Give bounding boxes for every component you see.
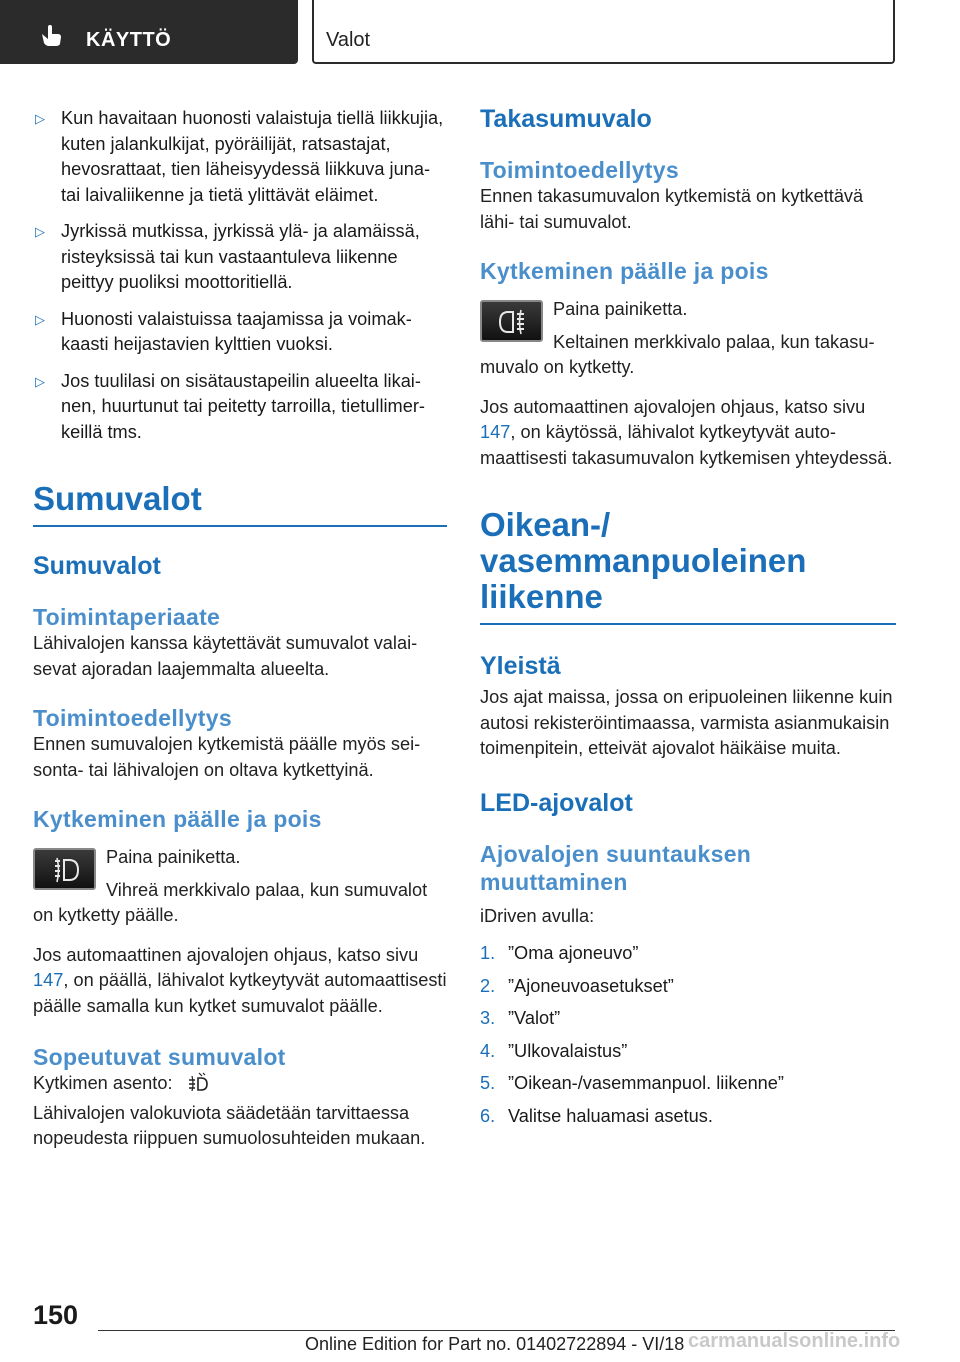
- section-title: KÄYTTÖ: [86, 29, 172, 51]
- edition-text: Online Edition for Part no. 01402722894 - VI/18: [305, 1334, 685, 1354]
- triangle-bullet-icon: ▷: [35, 373, 45, 389]
- adjust-heading: Ajovalojen suuntauksen muuttaminen: [480, 840, 752, 895]
- heading-rule: [33, 525, 447, 527]
- triangle-bullet-icon: ▷: [35, 311, 45, 327]
- heading-rule: [480, 623, 896, 625]
- triangle-bullet-icon: ▷: [35, 224, 45, 239]
- rear-press-button-text: Paina painiketta.: [553, 299, 688, 319]
- page-link-147[interactable]: 147: [33, 970, 64, 990]
- switch-position-text: Kytkimen asento:: [33, 1071, 447, 1097]
- section-heading-fog-lights: Sumuvalot: [33, 480, 202, 517]
- adaptive-fog-heading: Sopeutuvat sumuvalot: [33, 1044, 286, 1070]
- rear-auto-headlight-note: Jos automaattinen ajovalojen ohjaus, katso sivu 147, on käytössä, lähivalot kytkeytyvät automaattisesti takasumuvalon kytkemisen yhteydessä.: [480, 396, 893, 468]
- onoff-heading: Kytkeminen päälle ja pois: [33, 806, 322, 832]
- list-item: ▷ Kun havaitaan huonosti valaistuja tiellä liikkujia, kuten jalankulkijat, pyöräilijät, ratsastajat, hevosrattaat, tien läheisyydessä liikkuva juna- tai laivaliikenne ja tietä ylittävät eläimet.: [35, 108, 444, 205]
- general-text: Jos ajat maissa, jossa on eripuoleinen liikenne kuin autosi rekisteröintimaassa, varmista asianmukaisin toimenpitein, etteivät ajovalot häikäise muita.: [480, 687, 893, 758]
- condition-text: Ennen sumuvalojen kytkemistä päälle myös seisonta- tai lähivalojen on oltava kytkettyinä.: [33, 734, 421, 780]
- button-block: [33, 845, 447, 929]
- front-fog-light-icon: [49, 856, 83, 884]
- list-item: 6. Valitse haluamasi asetus.: [480, 1105, 713, 1126]
- principle-heading: Toimintaperiaate: [33, 604, 221, 630]
- subsection-heading-fog-lights: Sumuvalot: [33, 552, 161, 580]
- list-item: 3. ”Valot”: [480, 1008, 561, 1028]
- indicator-text: Vihreä merkkivalo palaa, kun sumuvalot on kytketty päälle.: [33, 879, 428, 925]
- chapter-tab: [312, 0, 895, 64]
- principle-text: Lähivalojen kanssa käytettävät sumuvalot valaisevat ajoradan laajemmalta alueelta.: [33, 633, 418, 679]
- idrive-steps: [480, 941, 896, 1129]
- condition-heading: Toimintoedellytys: [33, 705, 232, 731]
- list-item: ▷ Jos tuulilasi on sisätaustapeilin alueelta likainen, huurtunut tai peitetty tarroilla, tietullimerkeillä tms.: [35, 370, 425, 442]
- general-heading: Yleistä: [480, 652, 561, 680]
- list-item: 2. ”Ajoneuvoasetukset”: [480, 975, 674, 996]
- list-item: ▷ Jyrkissä mutkissa, jyrkissä ylä- ja alamäissä, risteyksissä tai kun vastaantuleva liikenne peittyy puoliksi moottoritiellä.: [35, 221, 420, 292]
- rear-condition-text: Ennen takasumuvalon kytkemistä on kytkettävä lähi- tai sumuvalot.: [480, 186, 864, 232]
- list-item: 5. ”Oikean-/vasemmanpuol. liikenne”: [480, 1073, 784, 1093]
- list-item: ▷ Huonosti valaistuissa taajamissa ja voimakkaasti heijastavien kylttien vuoksi.: [35, 308, 412, 354]
- section-tab: [0, 0, 298, 64]
- led-headlights-heading: LED-ajovalot: [480, 788, 633, 817]
- rear-fog-light-icon: [496, 308, 530, 336]
- list-item: 1. ”Oma ajoneuvo”: [480, 943, 639, 963]
- auto-headlight-note: Jos automaattinen ajovalojen ohjaus, katso sivu 147, on päällä, lähivalot kytkeytyvät automaattisesti päälle samalla kun kytket sumuvalot päälle.: [33, 944, 447, 1016]
- adaptive-fog-text: Lähivalojen valokuviota säädetään tarvittaessa nopeudesta riippuen sumuolosuhteiden mukaan.: [33, 1102, 426, 1148]
- hand-pointer-icon: [38, 22, 64, 48]
- fog-light-button-image: [33, 848, 96, 890]
- list-item: 4. ”Ulkovalaistus”: [480, 1040, 628, 1061]
- watermark: carmanualsonline.info: [688, 1330, 901, 1352]
- rear-button-block: [480, 297, 896, 381]
- rear-condition-heading: Toimintoedellytys: [480, 157, 679, 183]
- rear-onoff-heading: Kytkeminen päälle ja pois: [480, 258, 769, 284]
- rear-fog-button-image: [480, 300, 543, 342]
- idrive-text: iDriven avulla:: [480, 905, 595, 926]
- condition-list: [33, 106, 447, 445]
- chapter-title: Valot: [326, 29, 371, 51]
- adaptive-fog-switch-icon: [186, 1072, 210, 1092]
- page-link-147[interactable]: 147: [480, 422, 511, 442]
- left-column: [33, 98, 447, 1152]
- rear-fog-heading: Takasumuvalo: [480, 105, 652, 133]
- press-button-text: Paina painiketta.: [106, 847, 241, 867]
- rear-indicator-text: Keltainen merkkivalo palaa, kun takasumuvalo on kytketty.: [480, 331, 875, 377]
- right-column: [480, 98, 896, 1136]
- triangle-bullet-icon: ▷: [35, 111, 45, 126]
- page-number: 150: [33, 1300, 79, 1330]
- section-heading-traffic-side: Oikean-/ vasemmanpuoleinen liikenne: [480, 506, 807, 615]
